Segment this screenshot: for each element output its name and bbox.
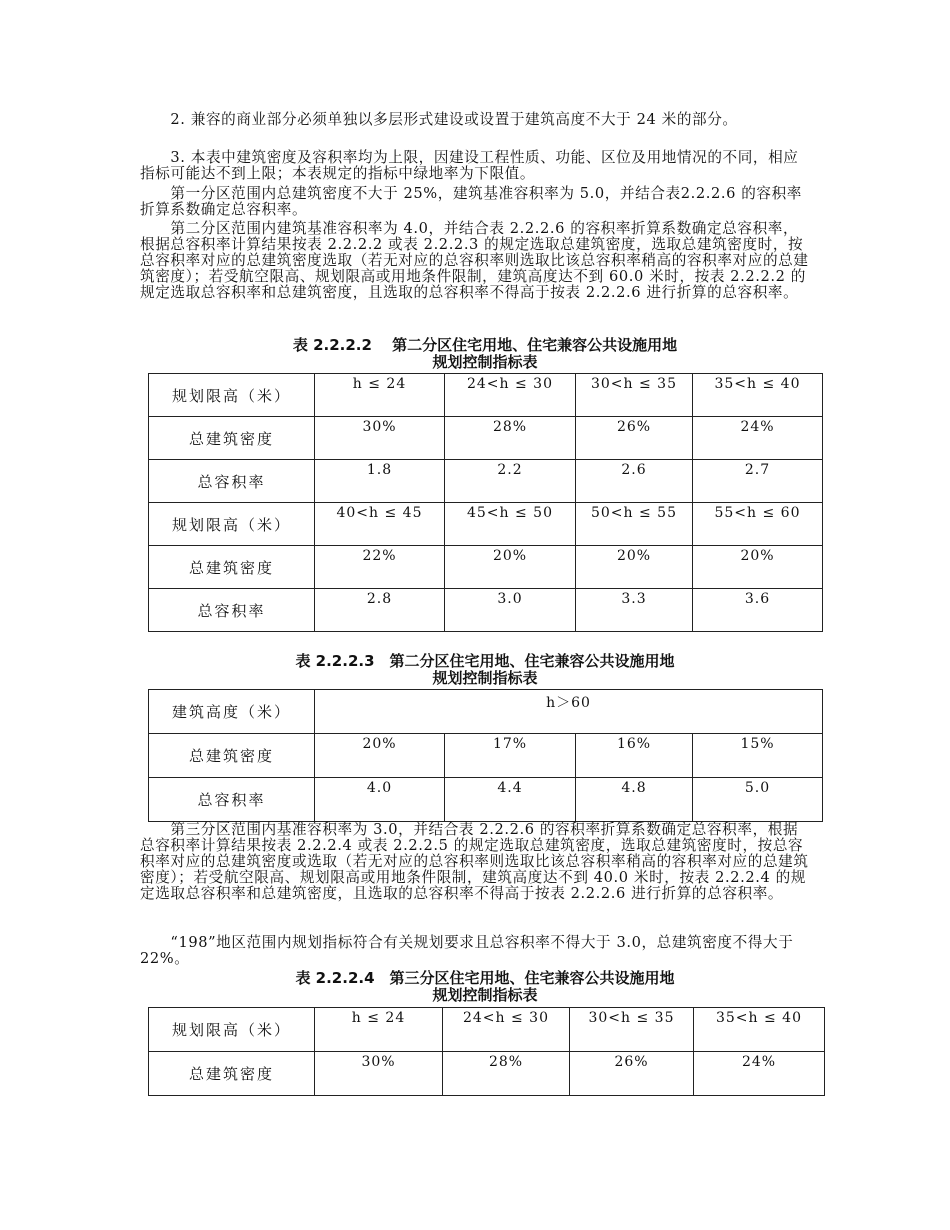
cell: 55<h ≤ 60 [693,503,823,546]
table2-row-height [149,690,823,734]
cell: 16% [576,734,693,778]
cell: 35<h ≤ 40 [694,1008,825,1052]
cell: 4.0 [315,778,445,822]
table1 [148,373,823,632]
table1-row-height-2 [149,503,823,546]
cell: 20% [576,546,693,589]
table3-title-line2: 规划控制指标表 [432,986,538,1004]
cell: 17% [445,734,576,778]
table1-row-far-1 [149,460,823,503]
cell: 24% [694,1052,825,1096]
row-label: 总建筑密度 [149,546,315,589]
table2-title [140,653,830,687]
zone2-paragraph: 第二分区范围内建筑基准容积率为 4.0，并结合表 2.2.2.6 的容积率折算系数确定总容积率，根据总容积率计算结果按表 2.2.2.2 或表 2.2.2.3 的规定选取总建筑密度，选取总建筑密度时，按总容积率对应的总建筑密度选取（若无对应的总容积率则选取比该总容积率稍高的容积率对应的总建筑密度）；若受航空限高、规划限高或用地条件限制，建筑高度达不到 60.0 米时，按表 2.2.2.2 的规定选取总容积率和总建筑密度，且选取的总容积率不得高于按表 2.2.2.6 进行折算的总容积率。 [140,220,809,301]
cell: 2.8 [315,589,445,632]
note-2: 2. 兼容的商业部分必须单独以多层形式建设或设置于建筑高度不大于 24 米的部分。 [140,111,738,128]
cell: 4.4 [445,778,576,822]
table2-row-density [149,734,823,778]
table3-row-density [149,1052,825,1096]
cell: h ≤ 24 [315,1008,443,1052]
row-label: 总容积率 [149,589,315,632]
table1-row-far-2 [149,589,823,632]
cell: 3.3 [576,589,693,632]
row-label: 总建筑密度 [149,734,315,778]
table3-row-height [149,1008,825,1052]
table1-title-line1: 表 2.2.2.2 第二分区住宅用地、住宅兼容公共设施用地 [292,336,678,354]
table1-row-density-1 [149,417,823,460]
cell: 28% [445,417,576,460]
table3-title [140,970,830,1004]
row-label: 总建筑密度 [149,1052,315,1096]
table2-title-line1: 表 2.2.2.3 第二分区住宅用地、住宅兼容公共设施用地 [295,652,675,670]
cell: 30% [315,417,445,460]
cell: 50<h ≤ 55 [576,503,693,546]
note-3: 3. 本表中建筑密度及容积率均为上限，因建设工程性质、功能、区位及用地情况的不同，相应指标可能达不到上限；本表规定的指标中绿地率为下限值。 [140,149,799,182]
cell: 30% [315,1052,443,1096]
cell: 3.0 [445,589,576,632]
cell: 22% [315,546,445,589]
cell: 2.2 [445,460,576,503]
table1-title-line2: 规划控制指标表 [432,353,538,371]
table2 [148,689,823,822]
row-label: 总容积率 [149,778,315,822]
cell: 24<h ≤ 30 [443,1008,570,1052]
area-198-paragraph: “198”地区范围内规划指标符合有关规划要求且总容积率不得大于 3.0，总建筑密度不得大于 22%。 [140,934,799,967]
cell: 20% [315,734,445,778]
cell: 2.7 [693,460,823,503]
cell: 26% [570,1052,694,1096]
cell: h＞60 [315,690,823,734]
table2-row-far [149,778,823,822]
cell: 20% [445,546,576,589]
cell: 24<h ≤ 30 [445,374,576,417]
table2-title-line2: 规划控制指标表 [432,669,538,687]
table3 [148,1007,825,1096]
cell: 30<h ≤ 35 [576,374,693,417]
cell: 35<h ≤ 40 [693,374,823,417]
cell: 2.6 [576,460,693,503]
table1-row-height-1 [149,374,823,417]
row-label: 规划限高（米） [149,374,315,417]
cell: 3.6 [693,589,823,632]
cell: 15% [693,734,823,778]
table3-title-line1: 表 2.2.2.4 第三分区住宅用地、住宅兼容公共设施用地 [295,969,675,987]
cell: 28% [443,1052,570,1096]
zone1-paragraph: 第一分区范围内总建筑密度不大于 25%，建筑基准容积率为 5.0，并结合表2.2.2.6 的容积率折算系数确定总容积率。 [140,185,803,218]
cell: 26% [576,417,693,460]
cell: 30<h ≤ 35 [570,1008,694,1052]
cell: 45<h ≤ 50 [445,503,576,546]
row-label: 规划限高（米） [149,503,315,546]
cell: 40<h ≤ 45 [315,503,445,546]
table1-title [140,337,830,371]
row-label: 建筑高度（米） [149,690,315,734]
cell: 24% [693,417,823,460]
cell: 1.8 [315,460,445,503]
row-label: 规划限高（米） [149,1008,315,1052]
cell: h ≤ 24 [315,374,445,417]
row-label: 总建筑密度 [149,417,315,460]
table1-row-density-2 [149,546,823,589]
cell: 20% [693,546,823,589]
cell: 4.8 [576,778,693,822]
cell: 5.0 [693,778,823,822]
row-label: 总容积率 [149,460,315,503]
zone3-paragraph: 第三分区范围内基准容积率为 3.0，并结合表 2.2.2.6 的容积率折算系数确定总容积率，根据总容积率计算结果按表 2.2.2.4 或表 2.2.2.5 的规定选取总建筑密度，选取总建筑密度时，按总容积率对应的总建筑密度或选取（若无对应的总容积率则选取比该总容积率稍高的容积率对应的总建筑密度）；若受航空限高、规划限高或用地条件限制，建筑高度达不到 40.0 米时，按表 2.2.2.4 的规定选取总容积率和总建筑密度，且选取的总容积率不得高于按表 2.2.2.6 进行折算的总容积率。 [140,821,809,902]
